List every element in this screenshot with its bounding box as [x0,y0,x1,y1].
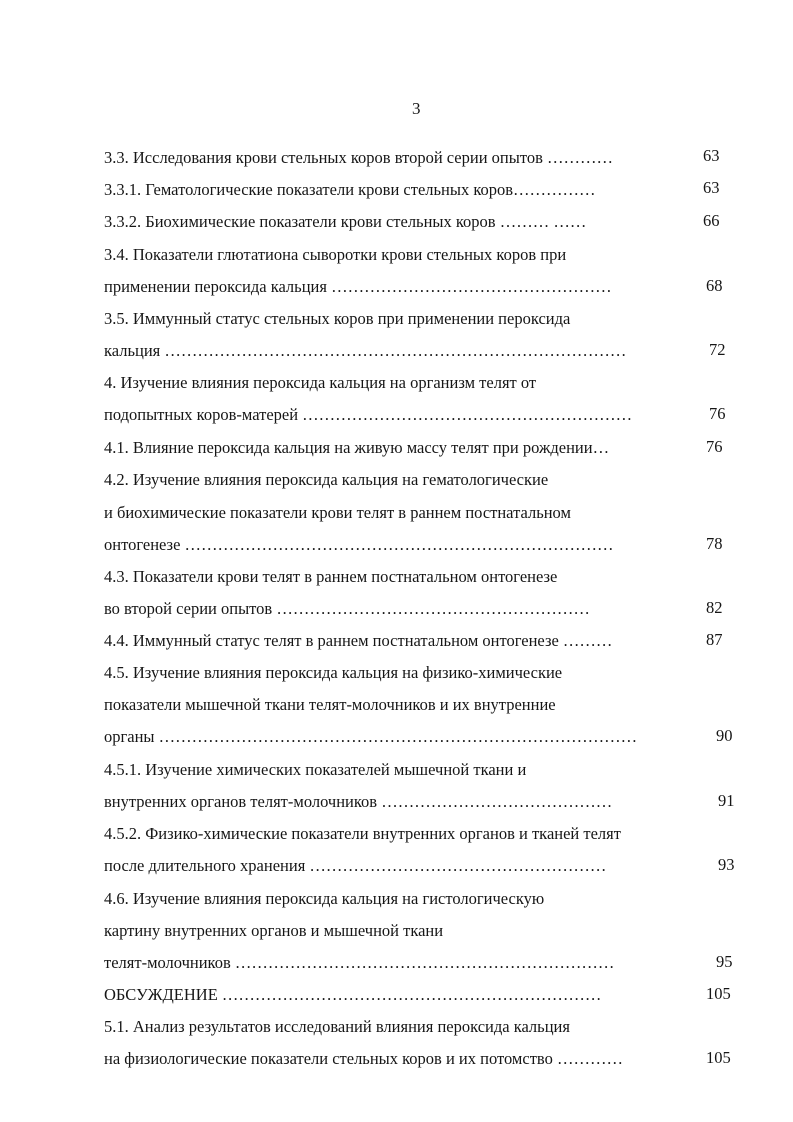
toc-entry-3-4: 3.4. Показатели глютатиона сыворотки крови стельных коров при [104,245,567,264]
toc-page-4-2: 78 [706,534,723,553]
toc-page-discussion: 105 [706,984,731,1003]
toc-page-4-4: 87 [706,630,723,649]
toc-page-3-3-2: 66 [703,211,720,230]
toc-entry-4-5-cont1: показатели мышечной ткани телят-молочников и их внутренние [104,695,556,714]
toc-entry-4-5-1-cont: внутренних органов телят-молочников …………………………………… [104,792,613,811]
toc-page-4-1: 76 [706,437,723,456]
toc-entry-4-5-2: 4.5.2. Физико-химические показатели внутренних органов и тканей телят [104,824,621,843]
toc-page-4-5-2: 93 [718,855,735,874]
page-number: 3 [412,99,421,118]
toc-entry-4-2-cont1: и биохимические показатели крови телят в раннем постнатальном [104,503,571,522]
toc-entry-3-4-cont: применении пероксида кальция …………………………………………… [104,277,612,296]
toc-entry-4-5: 4.5. Изучение влияния пероксида кальция на физико-химические [104,663,563,682]
toc-entry-4-5-2-cont: после длительного хранения ……………………………………………… [104,856,607,875]
toc-page-4: 76 [709,404,726,423]
toc-entry-4-3-cont: во второй серии опытов ………………………………………………… [104,599,590,618]
toc-page-4-6: 95 [716,952,733,971]
toc-page-4-3: 82 [706,598,723,617]
toc-page-4-5: 90 [716,726,733,745]
toc-entry-3-3: 3.3. Исследования крови стельных коров второй серии опытов ………… [104,148,613,167]
toc-entry-4-6-cont1: картину внутренних органов и мышечной ткани [104,921,444,940]
toc-entry-3-3-1: 3.3.1. Гематологические показатели крови стельных коров…………… [104,180,596,199]
toc-entry-4-2-cont2: онтогенезе …………………………………………………………………… [104,535,614,554]
toc-entry-4-6-cont2: телят-молочников …………………………………………………………… [104,953,615,972]
toc-entry-4-3: 4.3. Показатели крови телят в раннем постнатальном онтогенезе [104,567,558,586]
toc-entry-3-5-cont: кальция ………………………………………………………………………… [104,341,627,360]
toc-entry-4: 4. Изучение влияния пероксида кальция на организм телят от [104,373,537,392]
toc-entry-3-3-2: 3.3.2. Биохимические показатели крови стельных коров ……… …… [104,212,587,231]
toc-entry-4-6: 4.6. Изучение влияния пероксида кальция на гистологическую [104,889,545,908]
toc-page-5-1: 105 [706,1048,731,1067]
toc-page-3-3-1: 63 [703,178,720,197]
toc-entry-4-5-cont2: органы …………………………………………………………………………… [104,727,638,746]
toc-page-3-3: 63 [703,146,720,165]
toc-entry-4-1: 4.1. Влияние пероксида кальция на живую массу телят при рождении… [104,438,610,457]
toc-page-4-5-1: 91 [718,791,735,810]
toc-entry-5-1: 5.1. Анализ результатов исследований влияния пероксида кальция [104,1017,570,1036]
toc-entry-discussion: ОБСУЖДЕНИЕ …………………………………………………………… [104,985,602,1004]
toc-entry-5-1-cont: на физиологические показатели стельных коров и их потомство ………… [104,1049,623,1068]
toc-entry-4-4: 4.4. Иммунный статус телят в раннем постнатальном онтогенезе ……… [104,631,613,650]
toc-entry-4-5-1: 4.5.1. Изучение химических показателей мышечной ткани и [104,760,527,779]
toc-page-3-4: 68 [706,276,723,295]
toc-entry-4-2: 4.2. Изучение влияния пероксида кальция на гематологические [104,470,549,489]
toc-entry-4-cont: подопытных коров-матерей …………………………………………………… [104,405,633,424]
toc-page-3-5: 72 [709,340,726,359]
toc-entry-3-5: 3.5. Иммунный статус стельных коров при применении пероксида [104,309,571,328]
